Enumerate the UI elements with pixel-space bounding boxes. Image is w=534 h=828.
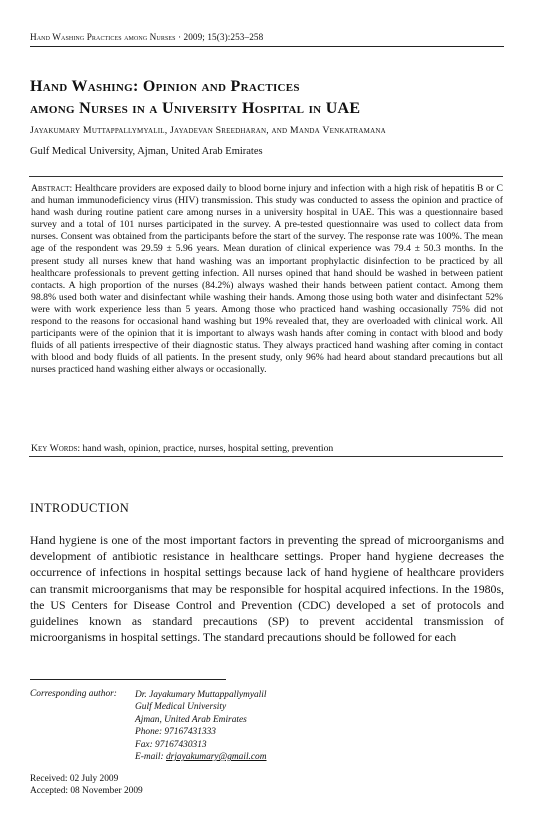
keywords-label: Key Words: — [31, 443, 81, 454]
accepted-date: Accepted: 08 November 2009 — [30, 786, 143, 797]
email-label: E-mail: — [135, 752, 164, 763]
running-head: Hand Washing Practices among Nurses · 2009; 15(3):253–258 — [30, 32, 264, 42]
affiliation: Gulf Medical University, Ajman, United Arab Emirates — [30, 146, 263, 157]
received-date: Received: 02 July 2009 — [30, 774, 119, 784]
keywords — [31, 443, 503, 455]
abstract — [31, 183, 503, 377]
corresponding-author-name: Dr. Jayakumary Muttappallymyalil — [135, 690, 267, 700]
abstract-label: Abstract: — [31, 183, 73, 194]
footnote-rule — [30, 679, 226, 680]
header-rule — [30, 46, 504, 47]
title-line-1: Hand Washing: Opinion and Practices — [30, 78, 300, 95]
corresponding-author-details — [135, 689, 435, 763]
section-heading-introduction: INTRODUCTION — [30, 501, 130, 515]
article-dates — [30, 773, 143, 798]
title-line-2: among Nurses in a University Hospital in UAE — [30, 100, 361, 117]
corresponding-author-institution: Gulf Medical University — [135, 702, 227, 713]
abstract-body: Healthcare providers are exposed daily to blood borne injury and infection with a high risk of hepatitis B or C and human immunodeficiency virus (HIV) transmission. This study was conducted to assess the opinion and practice of hand wash during routine patient care among nurses in a university hospital in UAE. This was a questionnaire based survey and a total of 101 nurses participated in the survey. A pre-tested questionnaire was used to collect data from nurses. Consent was obtained from the participants before the start of the survey. The response rate was 100%. The mean age of the respondent was 29.59 ± 5.96 years. Mean duration of clinical experience was 79.4 ± 50.3 months. In the present study all nurses knew that hand washing was an important prophylactic disinfection to be practiced by all healthcare professionals to prevent getting infection. All nurses opined that hand should be washed in between patient contacts. A high proportion of the nurses (84.2%) always washed their hands between patient contact. Among them 98.8% used both water and disinfectant while washing their hands. Among those using both water and disinfectant 52% were with work experience less than 5 years. Among those who practiced hand washing occasionally 75% did not respond to the reasons for occasional hand washing but 19% revealed that, they are overloaded with clinical work. All participants were of the opinion that it is important to always wash hands after coming in contact with blood and body fluids of all patients irrespective of their diagnostic status. They always practiced hand washing after coming in contact with blood and body fluids of all patients. In the present study, only 96% had heard about standard precautions but all nurses practiced hand washing either always or occasionally. — [31, 183, 503, 376]
corresponding-author-fax: Fax: 97167430313 — [135, 739, 207, 750]
corresponding-author-city: Ajman, United Arab Emirates — [135, 714, 247, 725]
article-title — [30, 76, 504, 120]
corresponding-author-email-row — [135, 751, 435, 763]
keywords-text: hand wash, opinion, practice, nurses, hospital setting, prevention — [82, 443, 334, 454]
corresponding-author-phone: Phone: 97167431333 — [135, 727, 216, 738]
introduction-paragraph: Hand hygiene is one of the most important factors in preventing the spread of microorganisms and development of antibiotic resistance in healthcare settings. Proper hand hygiene decreases the occurrence of infections in hospital settings because lack of hand hygiene of healthcare providers can transmit microorganisms that may be responsible for hospital acquired infections. In the 1980s, the US Centers for Disease Control and Prevention (CDC) developed a set of protocols and guidelines known as standard precautions (SP) to prevent accidental transmission of microorganisms in hospital settings. The standard precautions should be followed for each — [30, 533, 504, 645]
corresponding-author-label: Corresponding author: — [30, 689, 117, 699]
author-list: Jayakumary Muttappallymyalil, Jayadevan Sreedharan, and Manda Venkatramana — [30, 125, 386, 136]
email-link[interactable]: drjayakumary@gmail.com — [165, 752, 267, 763]
